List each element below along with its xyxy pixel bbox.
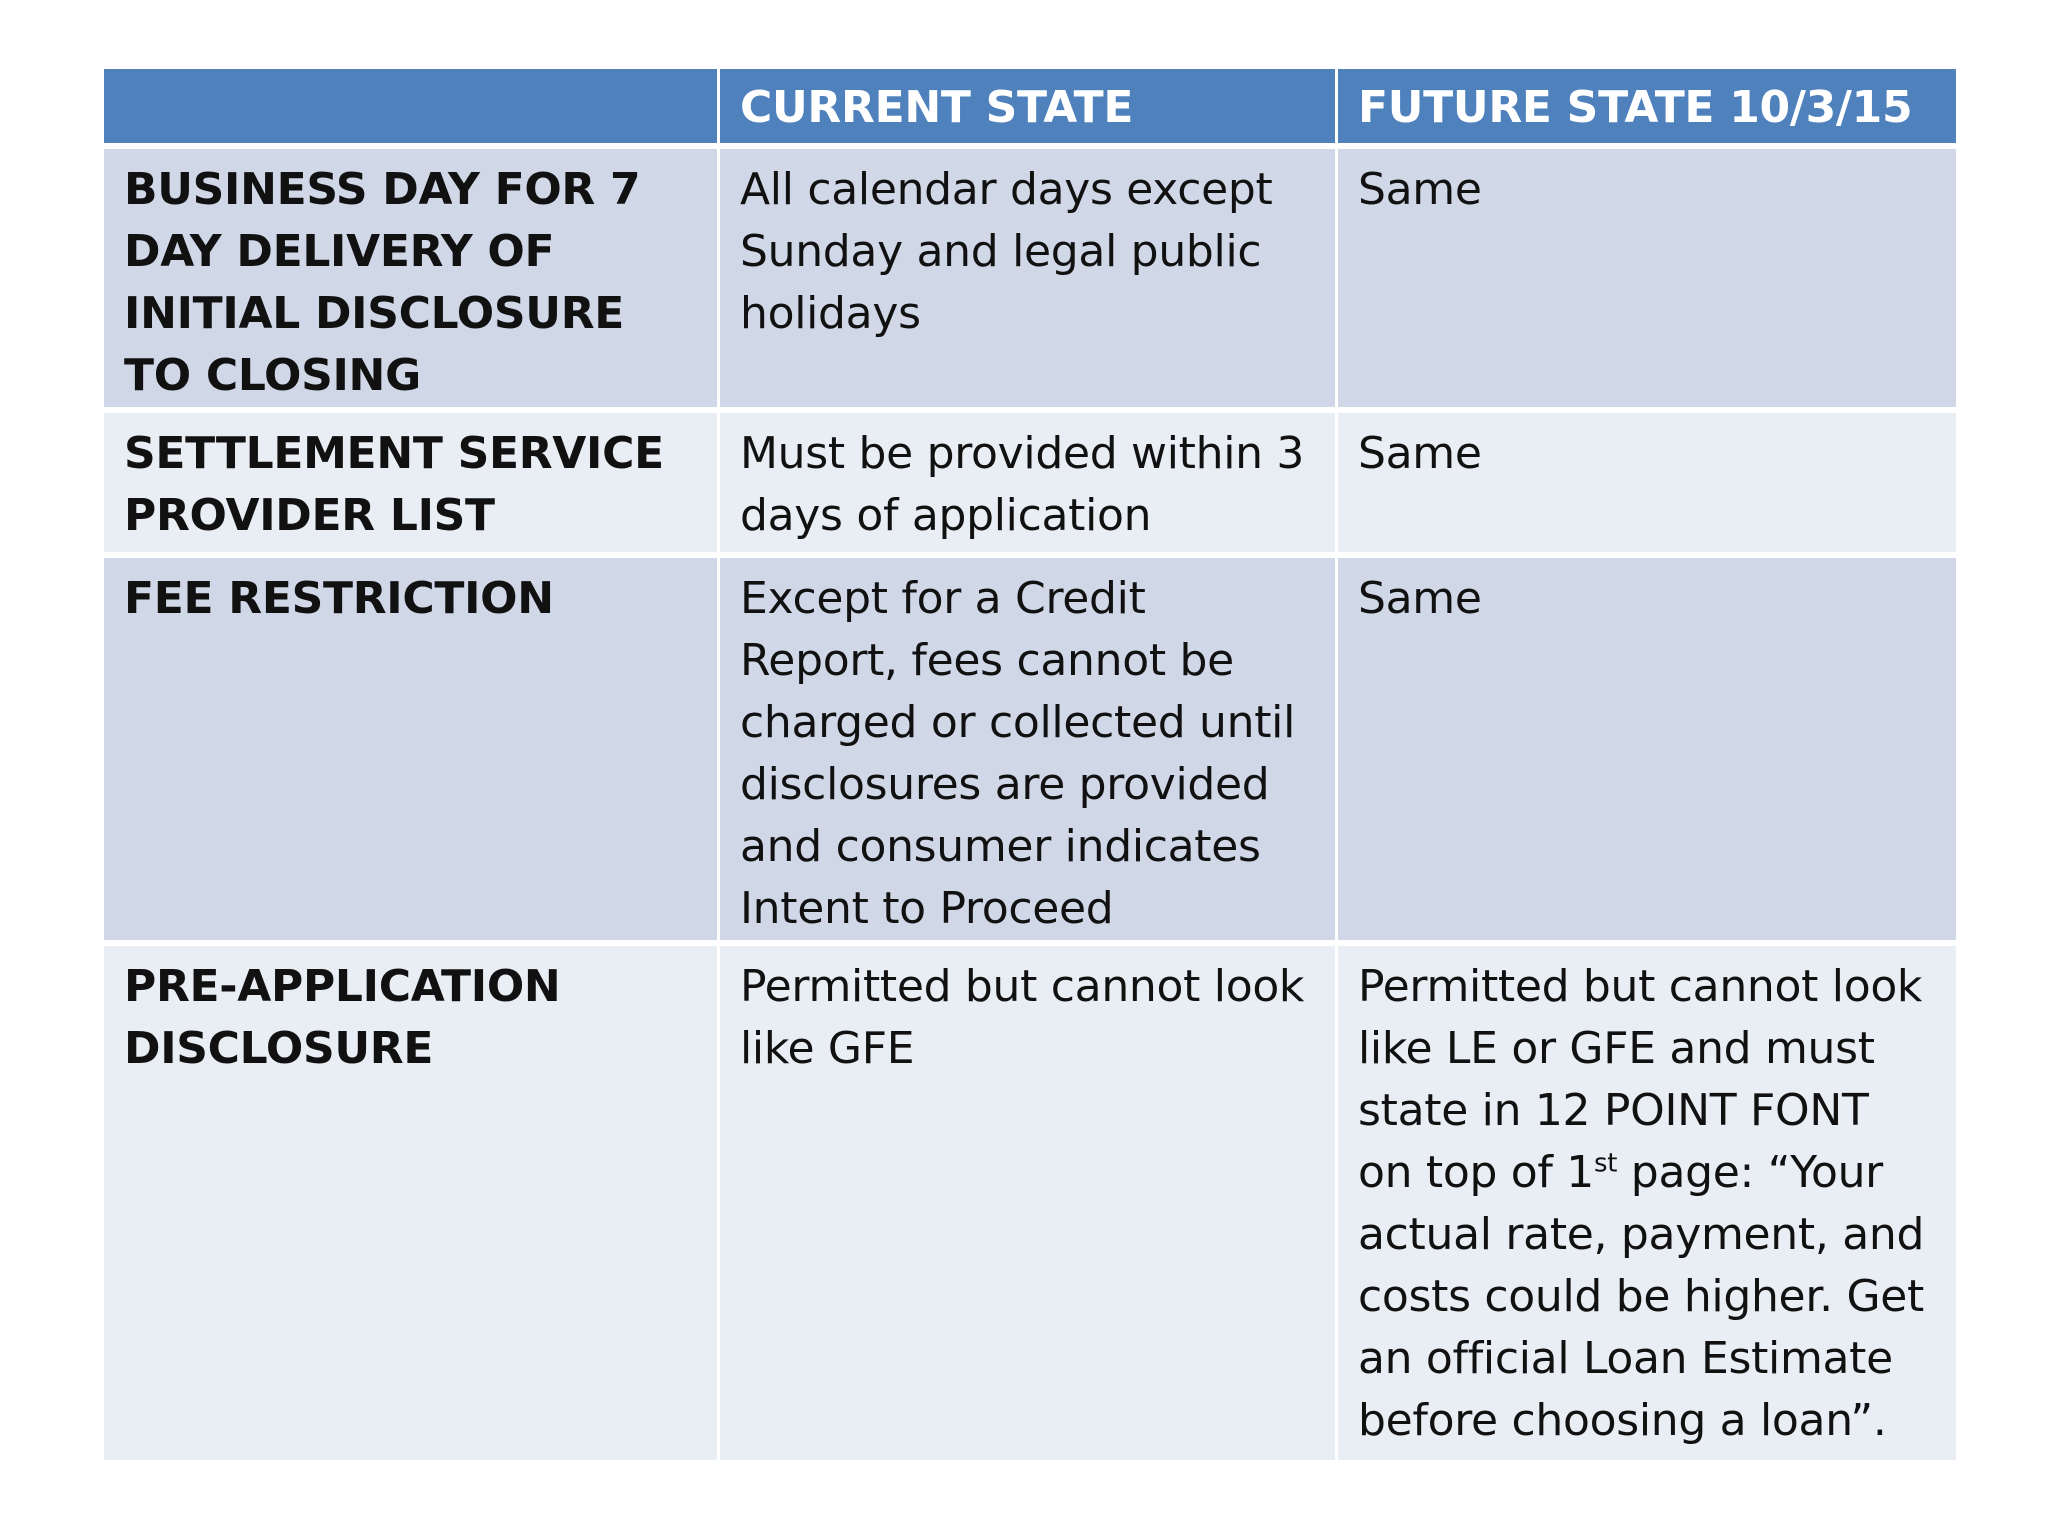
future-state-cell: Same <box>1338 149 1956 413</box>
row-label: FEE RESTRICTION <box>104 558 720 946</box>
row-label: BUSINESS DAY FOR 7 DAY DELIVERY OF INITIAL DISCLOSURE TO CLOSING <box>104 149 720 413</box>
future-state-cell <box>1338 946 1956 1460</box>
table-header-row <box>104 69 1956 149</box>
table-row <box>104 558 1956 946</box>
future-state-cell: Same <box>1338 558 1956 946</box>
future-state-cell: Same <box>1338 413 1956 558</box>
table-row <box>104 149 1956 413</box>
header-future-state: FUTURE STATE 10/3/15 <box>1338 69 1956 149</box>
row-label: SETTLEMENT SERVICE PROVIDER LIST <box>104 413 720 558</box>
ordinal-superscript: st <box>1593 1148 1618 1179</box>
current-state-cell: Permitted but cannot look like GFE <box>720 946 1338 1460</box>
comparison-table <box>104 69 1956 1460</box>
current-state-cell: Except for a Credit Report, fees cannot be charged or collected until disclosures are provided and consumer indicates Intent to Proceed <box>720 558 1338 946</box>
future-text-part2: page: “Your actual rate, payment, and costs could be higher. Get an official Loan Estimate before choosing a loan”. <box>1358 1147 1925 1446</box>
future-text-part1: Permitted but cannot look like LE or GFE and must state in 12 POINT FONT on top of 1 <box>1358 961 1923 1198</box>
header-blank-cell <box>104 69 720 149</box>
current-state-cell: All calendar days except Sunday and legal public holidays <box>720 149 1338 413</box>
table-row <box>104 946 1956 1460</box>
row-label: PRE-APPLICATION DISCLOSURE <box>104 946 720 1460</box>
current-state-cell: Must be provided within 3 days of application <box>720 413 1338 558</box>
table-row <box>104 413 1956 558</box>
header-current-state: CURRENT STATE <box>720 69 1338 149</box>
